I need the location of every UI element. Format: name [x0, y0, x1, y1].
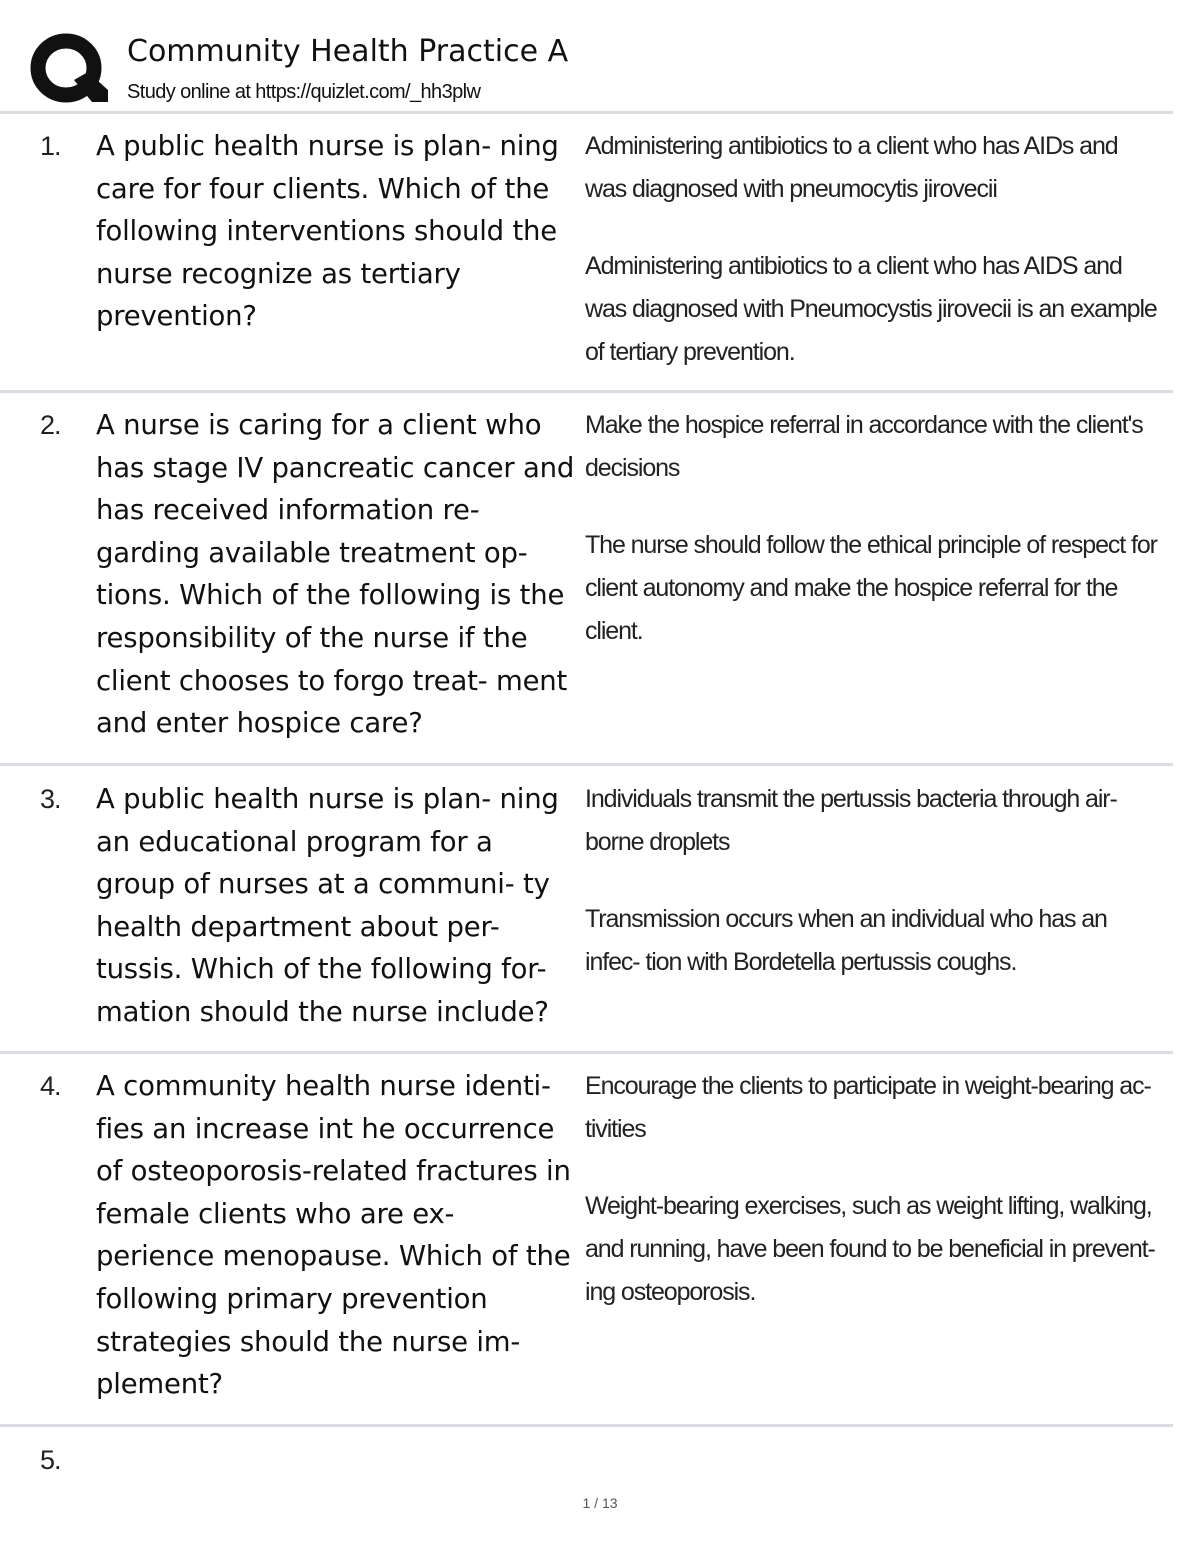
- card-question: A nurse is caring for a client who has stage IV pancreatic cancer and has received information re- garding available treatment op- tions. Which of the following is the responsibility of the nurse if the client chooses to forgo treat- ment and enter hospice care?: [96, 409, 575, 740]
- flashcard-row: [0, 778, 1173, 1043]
- divider: [0, 1051, 1173, 1054]
- card-number: 1.: [40, 131, 61, 161]
- divider: [0, 763, 1173, 766]
- page-indicator: 1 / 13: [582, 1495, 618, 1511]
- card-explanation: Transmission occurs when an individual who has an infec- tion with Bordetella pertussis coughs.: [585, 905, 1107, 976]
- card-explanation: Weight-bearing exercises, such as weight lifting, walking, and running, have been found to be beneficial in prevent- ing osteoporosis.: [585, 1192, 1155, 1306]
- card-answer-block: [585, 404, 1160, 653]
- card-explanation: The nurse should follow the ethical principle of respect for client autonomy and make the hospice referral for the client.: [585, 531, 1157, 645]
- card-answer: Administering antibiotics to a client who has AIDs and was diagnosed with pneumocytis jirovecii: [585, 132, 1118, 203]
- flashcard-row: [0, 125, 1173, 385]
- study-online-link[interactable]: Study online at https://quizlet.com/_hh3plw: [127, 81, 481, 103]
- card-answer: Encourage the clients to participate in weight-bearing ac- tivities: [585, 1072, 1151, 1143]
- flashcard-row: [0, 404, 1173, 754]
- divider: [0, 111, 1173, 114]
- document-header: [30, 30, 1170, 110]
- flashcard-row: [0, 1065, 1173, 1415]
- card-answer-block: [585, 778, 1160, 984]
- quizlet-q-logo-icon: [30, 30, 108, 108]
- card-answer-block: [585, 1065, 1160, 1314]
- card-question: A public health nurse is plan- ning an educational program for a group of nurses at a communi- ty health department about per- tussis. Which of the following for- mation should the nurse include?: [96, 783, 559, 1028]
- document-title: Community Health Practice A: [127, 34, 569, 69]
- card-number: 5.: [40, 1445, 61, 1475]
- divider: [0, 1424, 1173, 1427]
- card-number: 2.: [40, 410, 61, 440]
- card-number: 4.: [40, 1071, 61, 1101]
- card-answer: Make the hospice referral in accordance with the client's decisions: [585, 411, 1143, 482]
- card-question: A community health nurse identi- fies an increase int he occurrence of osteoporosis-related fractures in female clients who are ex- perience menopause. Which of the following primary prevention strategies should the nurse im- plement?: [96, 1070, 571, 1401]
- card-number: 3.: [40, 784, 61, 814]
- card-question: A public health nurse is plan- ning care for four clients. Which of the following interventions should the nurse recognize as tertiary prevention?: [96, 130, 559, 333]
- card-answer: Individuals transmit the pertussis bacteria through air- borne droplets: [585, 785, 1117, 856]
- card-explanation: Administering antibiotics to a client who has AIDS and was diagnosed with Pneumocystis jirovecii is an example of tertiary prevention.: [585, 252, 1157, 366]
- flashcard-row: [0, 1439, 1173, 1484]
- card-answer-block: [585, 125, 1160, 374]
- divider: [0, 390, 1173, 393]
